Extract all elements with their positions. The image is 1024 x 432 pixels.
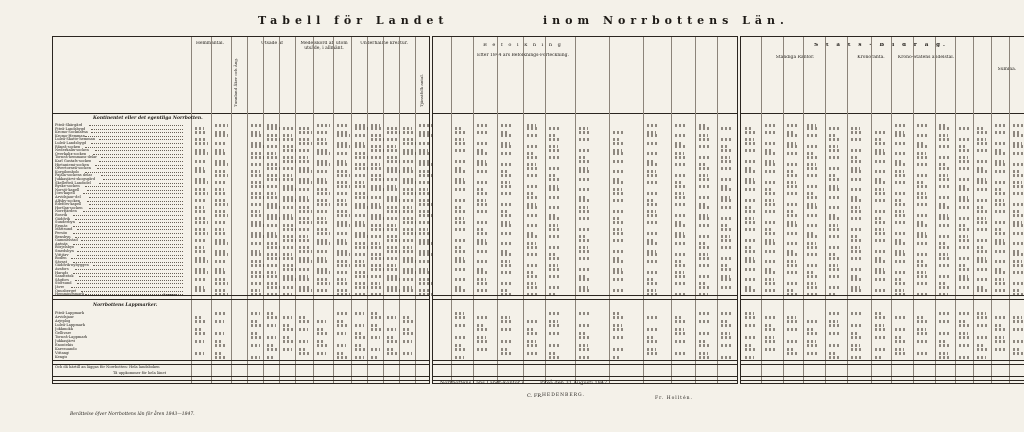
table-row: Harads <box>55 270 69 275</box>
grand-total-label: Och då härtill an läggas för Norrbotten: Hela landsboken <box>55 365 160 369</box>
table-row: Korpilombolo <box>55 169 80 174</box>
grand-total-sub: Tå uppkommer för hela länet <box>113 371 167 375</box>
table-row: Bensbyn <box>55 234 71 239</box>
table-row: Kromo-Hemman <box>55 133 85 138</box>
table-row: Pajala-sockens delar <box>55 173 93 178</box>
table-row: Hietaniemi-socken <box>55 162 89 167</box>
header-tjanstfolk-2 <box>435 45 447 111</box>
table-row: Ersnäs <box>55 223 68 228</box>
table-row: Boden <box>55 256 67 261</box>
table-row: Avafors <box>55 267 69 271</box>
table-row: Skellefteå Landsdel <box>55 180 91 185</box>
footer-office2: C. FR. <box>527 393 543 399</box>
header-hemmantal: Hemmantal. <box>195 41 225 46</box>
header-stats-bidrag: S t a t s - B i d r a g. <box>814 43 948 48</box>
document-title-left: Tabell för Landet <box>258 14 449 27</box>
table-row: Rosvik <box>55 213 68 217</box>
table-row: Sandträsk <box>55 274 74 279</box>
table-row: Gäddvik <box>55 216 70 221</box>
table-row: Edefors-kapell <box>55 202 82 207</box>
total-label-north: Summa <box>163 293 177 297</box>
total-row-stat <box>741 295 1024 300</box>
population-panel <box>432 36 738 384</box>
table-row: Gammelstad <box>55 238 78 243</box>
section-north: Kontinentet eller det egentliga Norrbotten. <box>93 116 203 121</box>
table-row: Antnäs <box>55 241 68 246</box>
table-row: Luleå-Landsbygd <box>55 141 87 145</box>
table-row: Storsund <box>55 281 72 286</box>
header-befolkning: B e f o l k n i n g <box>483 43 563 48</box>
table-row: Gellivare <box>55 331 72 335</box>
table-row: Norsjö-kapell <box>55 187 80 192</box>
table-row: Öfvertorneå-socken <box>55 166 91 171</box>
table-row: Piteå-Landsbygd <box>55 126 86 131</box>
header-kronor-hemman: Krono-Statens andelstål. <box>897 55 955 60</box>
table-row: Börjelsbyn <box>55 245 75 250</box>
total-row-pop-lapp <box>433 360 737 365</box>
table-row: Gäddvik-nybyggen <box>55 263 89 268</box>
header-befolkning-sub: Efter 1844 års Befolknings-Förteckning. <box>477 53 569 58</box>
table-row: Älfsby-socken <box>55 198 81 203</box>
table-row: Persön <box>55 231 68 235</box>
footer-note: Berättelse öfver Norrbottens län för åren 1843—1847. <box>70 412 195 417</box>
table-row: Byske-socken <box>55 184 80 189</box>
table-row: Torneå-hemmans-delar <box>55 155 98 160</box>
total-row-stat-lapp <box>741 360 1024 365</box>
table-row: Vittjärv <box>55 252 69 257</box>
table-row: Arjeplog <box>55 319 71 323</box>
signature-hollten: Fr. Holltén. <box>655 396 693 401</box>
header-medelskord: Medelskörd af, utom utsäde, i allmänt. <box>300 41 348 51</box>
footer-office: Norrbottens Läns Landt-Kontor i <box>440 380 524 386</box>
table-row: Jukkasjärvi <box>55 339 76 343</box>
header-utsade: Utsäde af <box>261 41 283 46</box>
stats-bidrag-panel <box>740 36 1024 384</box>
table-row: Jävre <box>55 285 65 289</box>
table-row: Nederkalix-socken <box>55 148 89 153</box>
table-row: Smedsbyn <box>55 249 74 253</box>
table-row: Luleå-Lappmark <box>55 323 85 327</box>
table-row: Arvidsjaur-del <box>55 195 81 199</box>
table-row: Norrfjärden <box>55 209 77 214</box>
land-table-header <box>53 37 429 114</box>
total-row-grand <box>53 376 429 381</box>
table-row: Karesuando <box>55 347 77 351</box>
table-row: Sunderbyn <box>55 220 75 225</box>
table-row: Råneå-socken <box>55 144 81 149</box>
header-tunnland: Tunnland Åker och Äng. <box>233 57 238 107</box>
table-row: Torneå-Lappmark <box>55 335 88 339</box>
total-row-stat-grand <box>741 376 1024 381</box>
header-summa: Summa. <box>997 67 1017 72</box>
header-standiga: Ständiga Räntor. <box>775 55 815 60</box>
table-row: Måttsund <box>55 227 73 232</box>
table-row: Hemmingsmark <box>55 292 85 297</box>
table-row: Vittangi <box>55 351 70 355</box>
table-row: Önusberget <box>55 288 77 293</box>
document-title-right: inom Norrbottens Län. <box>543 14 789 27</box>
table-row: Piteå-Lappmark <box>55 311 85 315</box>
table-row: Sågfors <box>55 277 69 282</box>
total-row-pop <box>433 295 737 300</box>
table-row: Arvidsjaur <box>55 315 74 319</box>
table-row: Kromo-Socknarna <box>55 130 88 135</box>
table-row: Karl Gustafs-socken <box>55 159 92 163</box>
header-tjanstfolk: Tjänstfolk antal. <box>419 74 424 107</box>
section-lapp: Norrbottens Lappmarker. <box>93 303 158 308</box>
header-kronoranta: Kronoränta. <box>857 55 885 60</box>
land-table-panel <box>52 36 430 384</box>
population-header <box>433 37 737 114</box>
footer-date: Piteå den 31 Augusti 1847. <box>540 380 609 386</box>
table-row: Jokkmokk <box>55 327 73 331</box>
total-row-north <box>53 295 429 300</box>
table-row: Sävast <box>55 259 68 264</box>
table-row: Piteå-Skärgård <box>55 123 83 127</box>
table-row: Hortlax-socken <box>55 205 83 210</box>
table-row: Enontekis <box>55 343 74 347</box>
signature-hedenberg: HEDENBERG. <box>542 393 585 398</box>
table-row: Överkalix-socken <box>55 151 87 156</box>
table-row: Kengis <box>55 355 68 359</box>
table-row: Jörn-kapell <box>55 191 75 196</box>
table-row: Luleå-Skatte-hemman <box>55 137 96 142</box>
table-row: Jukkasjärvi-skogsgård <box>55 177 96 181</box>
header-underhallne: Underhållne kreatur. <box>360 41 408 46</box>
